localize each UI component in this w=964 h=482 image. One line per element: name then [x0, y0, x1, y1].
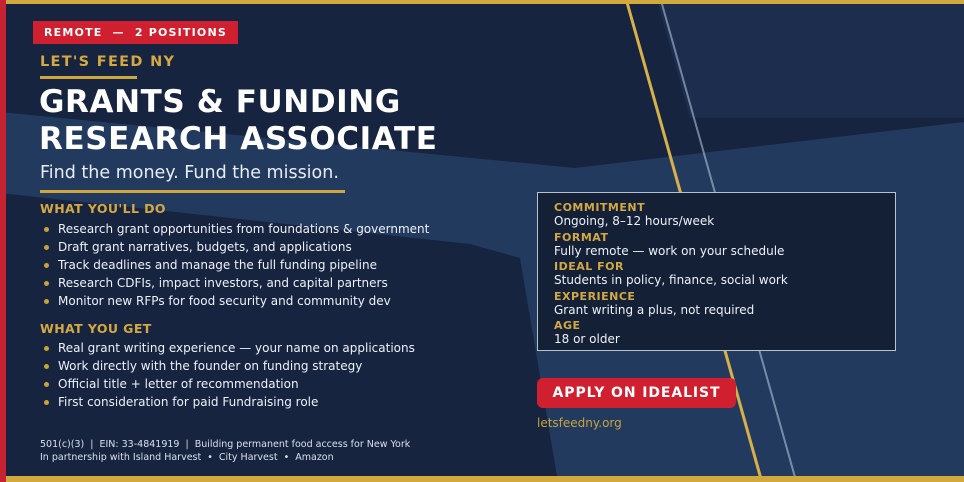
detail-label: IDEAL FOR: [554, 260, 624, 273]
bullet-text: Monitor new RFPs for food security and community dev: [58, 294, 391, 308]
detail-value: Ongoing, 8–12 hours/week: [554, 214, 715, 228]
job-title-line-1: GRANTS & FUNDING: [39, 84, 401, 120]
bullet-icon: [44, 364, 49, 369]
bullet-icon: [44, 382, 49, 387]
detail-label: FORMAT: [554, 230, 609, 244]
job-title-line-2: RESEARCH ASSOCIATE: [39, 121, 438, 157]
list-item: [40, 220, 429, 238]
bullet-text: Real grant writing experience — your name on applications: [58, 341, 415, 355]
org-name: LET'S FEED NY: [40, 54, 176, 70]
bullet-icon: [44, 346, 49, 351]
top-gold-bar: [6, 0, 964, 4]
detail-label: EXPERIENCE: [554, 289, 636, 303]
bullet-icon: [44, 227, 49, 232]
footer-line-1: 501(c)(3) | EIN: 33-4841919 | Building permanent food access for New York: [40, 439, 411, 450]
bullet-icon: [44, 245, 49, 250]
bullet-text: Research grant opportunities from foundations & government: [58, 222, 430, 236]
footer-line-2: In partnership with Island Harvest • City Harvest • Amazon: [40, 451, 334, 463]
detail-value: 18 or older: [554, 332, 620, 346]
detail-value: Students in policy, finance, social work: [554, 273, 788, 287]
apply-button[interactable]: APPLY ON IDEALIST: [537, 378, 736, 408]
bullet-icon: [44, 299, 49, 304]
bullet-text: Work directly with the founder on funding strategy: [58, 359, 363, 373]
list-item: [40, 238, 429, 256]
list-item: [40, 339, 415, 357]
list-item: [40, 256, 429, 274]
list-item: [40, 375, 415, 393]
bullet-icon: [44, 400, 49, 405]
section-heading-what-youll-do: WHAT YOU'LL DO: [40, 201, 166, 216]
bullet-text: Official title + letter of recommendation: [58, 377, 299, 391]
responsibilities-list: [40, 220, 429, 310]
bullet-text: Draft grant narratives, budgets, and applications: [58, 240, 352, 254]
list-item: [40, 292, 429, 310]
left-red-bar: [0, 0, 6, 482]
list-item: [40, 357, 415, 375]
section-heading-what-you-get: WHAT YOU GET: [40, 321, 152, 336]
bullet-icon: [44, 263, 49, 268]
list-item: [40, 274, 429, 292]
remote-positions-badge: REMOTE — 2 POSITIONS: [33, 21, 238, 44]
bullet-text: Research CDFIs, impact investors, and capital partners: [58, 276, 388, 290]
detail-label: AGE: [554, 319, 581, 332]
bullet-icon: [44, 281, 49, 286]
detail-value: Fully remote — work on your schedule: [554, 243, 785, 258]
bullet-text: First consideration for paid Fundraising role: [58, 395, 319, 409]
footer-legal: [40, 439, 410, 464]
website-link[interactable]: letsfeedny.org: [537, 416, 622, 430]
detail-value: Grant writing a plus, not required: [554, 302, 755, 317]
bullet-text: Track deadlines and manage the full funding pipeline: [58, 258, 377, 272]
tagline: Find the money. Fund the mission.: [40, 163, 339, 183]
list-item: [40, 393, 415, 411]
job-details-card: [537, 192, 896, 351]
job-title: [39, 84, 438, 158]
benefits-list: [40, 339, 415, 411]
tagline-underline-divider: [40, 190, 345, 193]
brand-underline-divider: [40, 76, 137, 79]
detail-label: COMMITMENT: [554, 201, 646, 214]
bottom-gold-bar: [6, 476, 964, 482]
